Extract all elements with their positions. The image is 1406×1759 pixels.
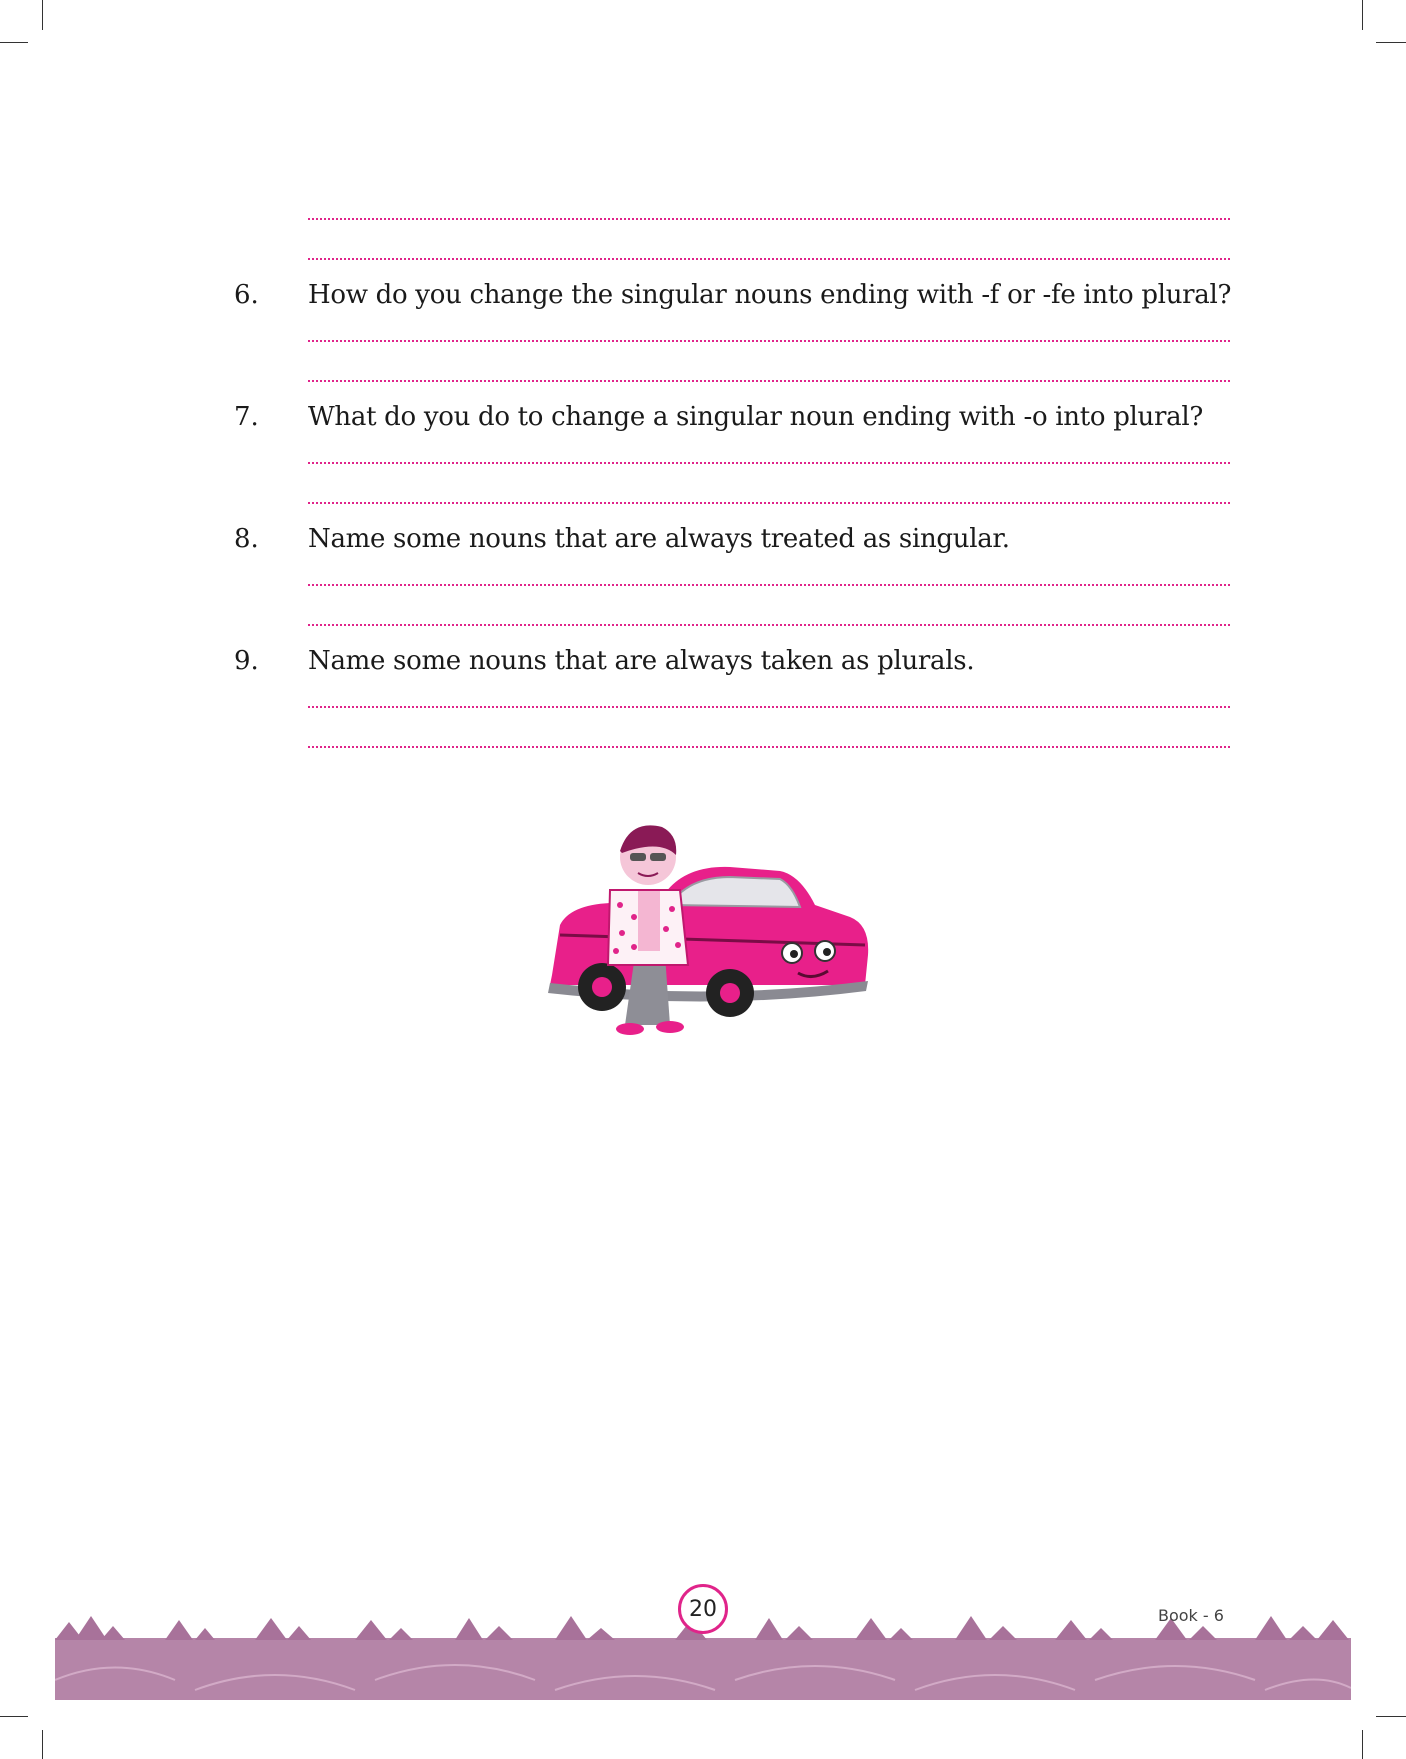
crop-mark-top-left-v	[42, 0, 43, 30]
answer-line[interactable]	[308, 380, 1230, 382]
question-number: 6.	[234, 280, 259, 310]
car-icon	[548, 867, 868, 1017]
answer-line[interactable]	[308, 746, 1230, 748]
crop-mark-bottom-right-v	[1362, 1730, 1363, 1759]
answer-line[interactable]	[308, 340, 1230, 342]
question-number: 7.	[234, 402, 259, 432]
question-text: Name some nouns that are always taken as plurals.	[308, 646, 975, 676]
answer-line[interactable]	[308, 584, 1230, 586]
question-text: What do you do to change a singular noun ending with -o into plural?	[308, 402, 1203, 432]
answer-line[interactable]	[308, 462, 1230, 464]
answer-line[interactable]	[308, 218, 1230, 220]
crop-mark-bottom-right-h	[1376, 1716, 1406, 1717]
page-number-badge: 20	[678, 1584, 728, 1634]
answer-line[interactable]	[308, 706, 1230, 708]
question-number: 9.	[234, 646, 259, 676]
answer-line[interactable]	[308, 258, 1230, 260]
crop-mark-top-right-h	[1376, 42, 1406, 43]
question-text: How do you change the singular nouns ending with -f or -fe into plural?	[308, 280, 1232, 310]
crop-mark-bottom-left-h	[0, 1716, 28, 1717]
answer-line[interactable]	[308, 502, 1230, 504]
boy-figure	[608, 825, 688, 1035]
crop-mark-top-left-h	[0, 42, 28, 43]
answer-line[interactable]	[308, 624, 1230, 626]
crop-mark-bottom-left-v	[42, 1730, 43, 1759]
question-number: 8.	[234, 524, 259, 554]
book-label: Book - 6	[1158, 1606, 1224, 1625]
question-text: Name some nouns that are always treated as singular.	[308, 524, 1010, 554]
crop-mark-top-right-v	[1362, 0, 1363, 30]
boy-and-car-illustration	[530, 805, 870, 1045]
